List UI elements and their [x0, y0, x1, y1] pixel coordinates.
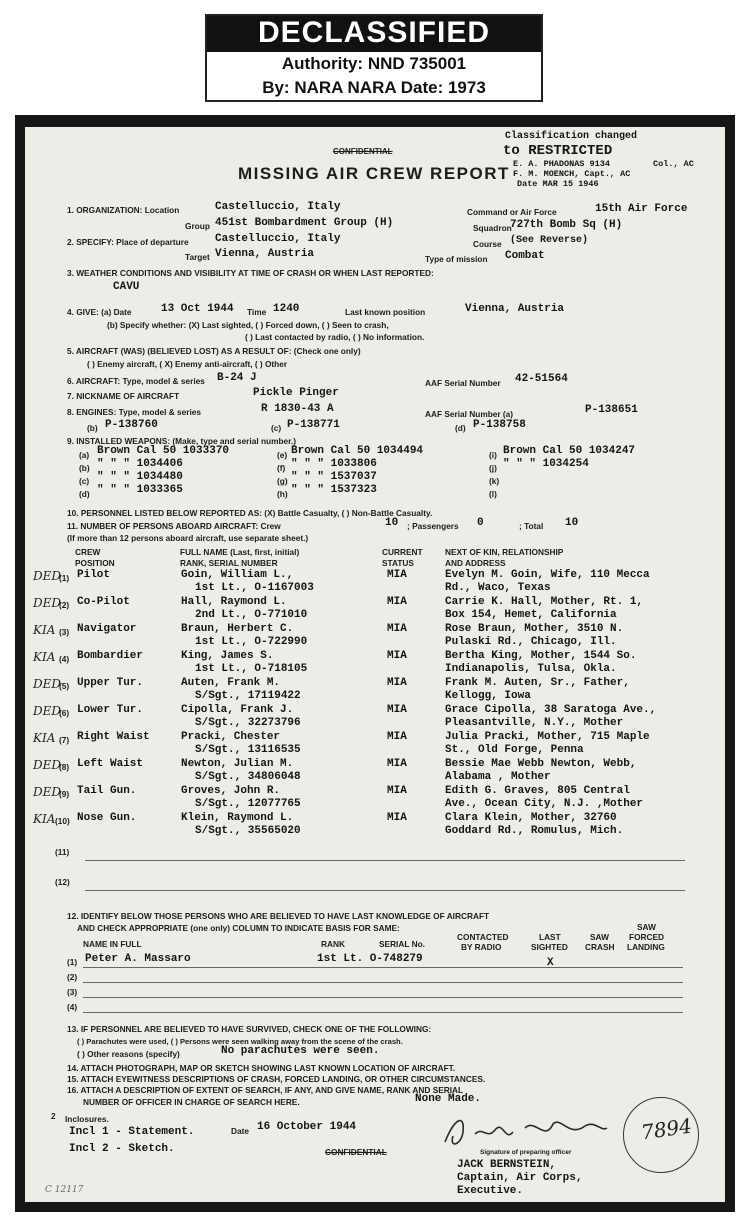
crew-num: (10): [55, 816, 70, 826]
witness-rank: 1st Lt. O-748279: [317, 953, 423, 965]
h-saw2: SAW: [637, 922, 656, 932]
crew-status: MIA: [387, 758, 407, 770]
position-label: Last known position: [345, 307, 426, 317]
weapon-label: (d): [79, 489, 90, 499]
weather-value: CAVU: [113, 281, 140, 293]
h-rank: RANK: [321, 939, 345, 949]
witness-name: Peter A. Massaro: [85, 953, 191, 965]
crew-kin: Carrie K. Hall, Mother, Rt. 1,: [445, 596, 644, 608]
separate-sheet-note: (If more than 12 persons aboard aircraft, use separate sheet.): [67, 533, 309, 543]
engine-b: P-138760: [105, 419, 158, 431]
crew-position: Bombardier: [77, 650, 144, 662]
aircraft-lost-options: ( ) Enemy aircraft, ( X) Enemy anti-aircraft, ( ) Other: [87, 359, 288, 369]
crew-status: MIA: [387, 704, 407, 716]
aircraft-serial: 42-51564: [515, 373, 568, 385]
crew-name: Cipolla, Frank J.: [181, 704, 294, 716]
org-label: 1. ORGANIZATION: Location: [67, 205, 180, 215]
engine-c-label: (c): [271, 423, 282, 433]
h-name: NAME IN FULL: [83, 939, 142, 949]
report-form: [25, 127, 725, 1202]
weapon-entry: " " " 1034254: [503, 458, 589, 470]
report-title: MISSING AIR CREW REPORT: [238, 164, 510, 183]
engine-a: P-138651: [585, 404, 638, 416]
crew-status-mark: KIA: [33, 731, 56, 745]
engines-serial-label: AAF Serial Number (a): [425, 409, 514, 419]
aircraft-type-label: 6. AIRCRAFT: Type, model & series: [67, 376, 205, 386]
weapon-entry: " " " 1034406: [97, 458, 183, 470]
crew-rank: S/Sgt., 17119422: [195, 690, 301, 702]
attach-16a: 16. ATTACH A DESCRIPTION OF EXTENT OF SEARCH, IF ANY, AND GIVE NAME, RANK AND SERIAL: [67, 1085, 464, 1095]
org-location: Castelluccio, Italy: [215, 201, 341, 213]
crew-position: Right Waist: [77, 731, 150, 743]
crew-position: Navigator: [77, 623, 137, 635]
crew-num: (4): [59, 654, 70, 664]
weapon-entry: Brown Cal 50 1034247: [503, 445, 636, 457]
h-sighted: SIGHTED: [531, 942, 568, 952]
crew-status-mark: DED: [33, 569, 62, 583]
crew-address: Rd., Waco, Texas: [445, 582, 551, 594]
crew-header-kin: NEXT OF KIN, RELATIONSHIP: [445, 547, 564, 557]
inclosures-count: 2: [51, 1111, 56, 1121]
crew-status-mark: DED: [33, 758, 62, 772]
mission-value: Combat: [505, 250, 545, 262]
survived-line2: ( ) Parachutes were used, ( ) Persons were seen walking away from the scene of the crash.: [77, 1037, 403, 1046]
crew-header-status: STATUS: [382, 558, 414, 568]
crew-rank: 1st Lt., O-722990: [195, 636, 308, 648]
attach-15: 15. ATTACH EYEWITNESS DESCRIPTIONS OF CRASH, FORCED LANDING, OR OTHER CIRCUMSTANCES.: [67, 1074, 486, 1084]
aircraft-type: B-24 J: [217, 372, 257, 384]
weapon-entry: " " " 1537037: [291, 471, 377, 483]
persons-aboard-label: 11. NUMBER OF PERSONS ABOARD AIRCRAFT: Crew: [67, 521, 281, 531]
survived-other: No parachutes were seen.: [221, 1045, 380, 1057]
weapons-label: 9. INSTALLED WEAPONS: (Make, type and serial number.): [67, 436, 296, 446]
weapon-entry: Brown Cal 50 1034494: [291, 445, 424, 457]
crew-kin: Evelyn M. Goin, Wife, 110 Mecca: [445, 569, 650, 581]
crew-rank: S/Sgt., 12077765: [195, 798, 301, 810]
passengers-label: ; Passengers: [407, 521, 459, 531]
signature: [435, 1112, 615, 1152]
weapon-entry: " " " 1033365: [97, 484, 183, 496]
h-landing: LANDING: [627, 942, 665, 952]
group-value: 451st Bombardment Group (H): [215, 217, 394, 229]
squadron-value: 727th Bomb Sq (H): [510, 219, 623, 231]
crew-name: Newton, Julian M.: [181, 758, 294, 770]
empty-row-line: [85, 860, 685, 861]
engine-d-label: (d): [455, 423, 466, 433]
command-label: Command or Air Force: [467, 207, 557, 217]
give-label: 4. GIVE: (a) Date: [67, 307, 132, 317]
reclassification-stamp: [495, 131, 715, 189]
crew-name: Hall, Raymond L.: [181, 596, 287, 608]
crew-header-address: AND ADDRESS: [445, 558, 506, 568]
mission-label: Type of mission: [425, 254, 488, 264]
weapon-label: (c): [79, 476, 90, 486]
macr-number: 7894: [639, 1113, 694, 1145]
h-saw: SAW: [590, 932, 609, 942]
weapon-entry: " " " 1537323: [291, 484, 377, 496]
crew-num: (1): [59, 573, 70, 583]
confidential-struck: CONFIDENTIAL: [333, 147, 393, 156]
weapon-label: (k): [489, 476, 500, 486]
h-serial: SERIAL No.: [379, 939, 425, 949]
crew-header-position: POSITION: [75, 558, 115, 568]
crew-name: Goin, William L.,: [181, 569, 294, 581]
crew-rank: 1st Lt., O-718105: [195, 663, 308, 675]
crew-num: (2): [59, 600, 70, 610]
attach-14: 14. ATTACH PHOTOGRAPH, MAP OR SKETCH SHOWING LAST KNOWN LOCATION OF AIRCRAFT.: [67, 1063, 456, 1073]
inclosures-label: Inclosures.: [65, 1114, 109, 1124]
crew-address: Ave., Ocean City, N.J. ,Mother: [445, 798, 644, 810]
crew-status-mark: DED: [33, 704, 62, 718]
weapon-label: (h): [277, 489, 288, 499]
crew-status-mark: KIA: [33, 812, 56, 826]
crew-address: St., Old Forge, Penna: [445, 744, 584, 756]
crew-kin: Bertha King, Mother, 1544 So.: [445, 650, 637, 662]
footer-date: 16 October 1944: [257, 1121, 357, 1133]
survived-line1: 13. IF PERSONNEL ARE BELIEVED TO HAVE SURVIVED, CHECK ONE OF THE FOLLOWING:: [67, 1024, 432, 1034]
witness-num: (1): [67, 957, 78, 967]
weapon-label: (e): [277, 450, 288, 460]
crew-status: MIA: [387, 569, 407, 581]
attach-16b: NUMBER OF OFFICER IN CHARGE OF SEARCH HERE.: [83, 1097, 300, 1107]
survived-line3: ( ) Other reasons (specify): [77, 1049, 180, 1059]
departure-value: Castelluccio, Italy: [215, 233, 341, 245]
crew-position: Upper Tur.: [77, 677, 144, 689]
changed-by-2: F. M. MOENCH, Capt., AC: [513, 169, 631, 179]
h-forced: FORCED: [629, 932, 665, 942]
crew-num: (9): [59, 789, 70, 799]
crew-num: (8): [59, 762, 70, 772]
witness-line: [83, 1012, 683, 1013]
weapon-label: (f): [277, 463, 286, 473]
engine-b-label: (b): [87, 423, 98, 433]
crew-kin: Edith G. Graves, 805 Central: [445, 785, 630, 797]
crew-rank: 2nd Lt., O-771010: [195, 609, 308, 621]
signer-title: Executive.: [457, 1185, 524, 1197]
crew-name: Pracki, Chester: [181, 731, 281, 743]
crew-address: Box 154, Hemet, California: [445, 609, 617, 621]
crew-status: MIA: [387, 731, 407, 743]
crew-rank: S/Sgt., 13116535: [195, 744, 301, 756]
crew-name: King, James S.: [181, 650, 274, 662]
crew-name: Braun, Herbert C.: [181, 623, 294, 635]
crew-header-crew: CREW: [75, 547, 101, 557]
corner-mark: C 12117: [45, 1185, 84, 1195]
crew-address: Kellogg, Iowa: [445, 690, 531, 702]
course-value: (See Reverse): [510, 235, 589, 246]
document-frame: [15, 115, 735, 1212]
sig-label: Signature of preparing officer: [480, 1149, 572, 1156]
signer-name: JACK BERNSTEIN,: [457, 1159, 557, 1171]
crew-num-empty: (12): [55, 877, 70, 887]
crew-address: Pleasantville, N.Y., Mother: [445, 717, 624, 729]
passengers-count: 0: [477, 517, 484, 529]
nickname-value: Pickle Pinger: [253, 387, 339, 399]
crew-num: (6): [59, 708, 70, 718]
crew-num: (5): [59, 681, 70, 691]
crew-status: MIA: [387, 812, 407, 824]
crew-address: Indianapolis, Tulsa, Okla.: [445, 663, 617, 675]
changed-by-ag: Col., AC: [653, 159, 694, 169]
crew-kin: Clara Klein, Mother, 32760: [445, 812, 617, 824]
crew-name: Auten, Frank M.: [181, 677, 281, 689]
give-time: 1240: [273, 303, 300, 315]
crew-rank: S/Sgt., 35565020: [195, 825, 301, 837]
crew-position: Nose Gun.: [77, 812, 137, 824]
h-crash: CRASH: [585, 942, 615, 952]
weapon-entry: " " " 1034480: [97, 471, 183, 483]
crew-status-mark: DED: [33, 677, 62, 691]
crew-address: Pulaski Rd., Chicago, Ill.: [445, 636, 617, 648]
crew-position: Left Waist: [77, 758, 144, 770]
engines-type: R 1830-43 A: [261, 403, 334, 415]
witness-line: [83, 997, 683, 998]
crew-rank: S/Sgt., 34806048: [195, 771, 301, 783]
crew-position: Lower Tur.: [77, 704, 144, 716]
crew-rank: S/Sgt., 32273796: [195, 717, 301, 729]
specify-whether: (b) Specify whether: (X) Last sighted, ( ) Forced down, ( ) Seen to crash,: [107, 320, 389, 330]
weapon-label: (g): [277, 476, 288, 486]
nara-line: By: NARA NARA Date: 1973: [262, 78, 486, 97]
crew-status: MIA: [387, 650, 407, 662]
witness-line: [83, 967, 683, 968]
signer-rank: Captain, Air Corps,: [457, 1172, 583, 1184]
give-date: 13 Oct 1944: [161, 303, 234, 315]
crew-kin: Rose Braun, Mother, 3510 N.: [445, 623, 624, 635]
aircraft-lost-label: 5. AIRCRAFT (WAS) (BELIEVED LOST) AS A RESULT OF: (Check one only): [67, 346, 361, 356]
declassified-title: DECLASSIFIED: [207, 16, 541, 52]
inclosure-2: Incl 2 - Sketch.: [69, 1143, 175, 1155]
course-label: Course: [473, 239, 502, 249]
last-contacted: ( ) Last contacted by radio, ( ) No information.: [245, 332, 425, 342]
inclosure-1: Incl 1 - Statement.: [69, 1126, 195, 1138]
time-label: Time: [247, 307, 267, 317]
search-value: None Made.: [415, 1093, 482, 1105]
specify-label: 2. SPECIFY: Place of departure: [67, 237, 189, 247]
total-count: 10: [565, 517, 579, 529]
h-last: LAST: [539, 932, 561, 942]
witness-num: (4): [67, 1002, 78, 1012]
crew-kin: Grace Cipolla, 38 Saratoga Ave.,: [445, 704, 657, 716]
crew-address: Goddard Rd., Romulus, Mich.: [445, 825, 624, 837]
command-value: 15th Air Force: [595, 203, 688, 215]
squadron-label: Squadron: [473, 223, 512, 233]
engine-d: P-138758: [473, 419, 526, 431]
changed-by-1: E. A. PHADONAS 9134: [513, 159, 610, 169]
engines-label: 8. ENGINES: Type, model & series: [67, 407, 202, 417]
weapon-label: (j): [489, 463, 497, 473]
crew-header-current: CURRENT: [382, 547, 423, 557]
aircraft-serial-label: AAF Serial Number: [425, 378, 501, 388]
crew-address: Alabama , Mother: [445, 771, 551, 783]
crew-kin: Bessie Mae Webb Newton, Webb,: [445, 758, 637, 770]
class-changed: Classification changed: [505, 131, 638, 142]
crew-num: (3): [59, 627, 70, 637]
crew-status: MIA: [387, 623, 407, 635]
crew-status-mark: DED: [33, 596, 62, 610]
weapon-label: (b): [79, 463, 90, 473]
weapon-entry: Brown Cal 50 1033370: [97, 445, 230, 457]
h-byradio: BY RADIO: [461, 942, 502, 952]
crew-header-name: FULL NAME (Last, first, initial): [180, 547, 300, 557]
crew-status: MIA: [387, 596, 407, 608]
witness-num: (3): [67, 987, 78, 997]
crew-name: Klein, Raymond L.: [181, 812, 294, 824]
authority-line: Authority: NND 735001: [281, 54, 467, 73]
group-label: Group: [185, 221, 210, 231]
crew-count: 10: [385, 517, 399, 529]
personnel-label: 10. PERSONNEL LISTED BELOW REPORTED AS: (X) Battle Casualty, ( ) Non-Battle Casualty.: [67, 508, 433, 518]
crew-name: Groves, John R.: [181, 785, 281, 797]
crew-kin: Julia Pracki, Mother, 715 Maple: [445, 731, 650, 743]
crew-header-rank: RANK, SERIAL NUMBER: [180, 558, 278, 568]
restricted-label: to RESTRICTED: [503, 143, 613, 159]
footer-confidential: CONFIDENTIAL: [325, 1147, 387, 1157]
crew-status-mark: KIA: [33, 623, 56, 637]
footer-date-label: Date: [231, 1126, 249, 1136]
weapon-label: (a): [79, 450, 90, 460]
nickname-label: 7. NICKNAME OF AIRCRAFT: [67, 391, 180, 401]
witness-num: (2): [67, 972, 78, 982]
identify-line2: AND CHECK APPROPRIATE (one only) COLUMN TO INDICATE BASIS FOR SAME:: [77, 923, 400, 933]
crew-num: (7): [59, 735, 70, 745]
changed-date: Date MAR 15 1946: [517, 179, 599, 189]
weapon-entry: " " " 1033806: [291, 458, 377, 470]
witness-sighted-mark: X: [547, 957, 554, 969]
give-position: Vienna, Austria: [465, 303, 565, 315]
crew-position: Pilot: [77, 569, 111, 581]
weapon-label: (l): [489, 489, 497, 499]
empty-row-line: [85, 890, 685, 891]
h-contacted: CONTACTED: [457, 932, 509, 942]
crew-status-mark: DED: [33, 785, 62, 799]
crew-status-mark: KIA: [33, 650, 56, 664]
crew-status: MIA: [387, 677, 407, 689]
identify-line1: 12. IDENTIFY BELOW THOSE PERSONS WHO ARE BELIEVED TO HAVE LAST KNOWLEDGE OF AIRCRAFT: [67, 911, 490, 921]
crew-num-empty: (11): [55, 847, 70, 857]
witness-line: [83, 982, 683, 983]
crew-position: Tail Gun.: [77, 785, 137, 797]
target-label: Target: [185, 252, 210, 262]
weapon-label: (i): [489, 450, 497, 460]
target-value: Vienna, Austria: [215, 248, 315, 260]
crew-position: Co-Pilot: [77, 596, 130, 608]
crew-kin: Frank M. Auten, Sr., Father,: [445, 677, 630, 689]
declassified-stamp: [205, 14, 543, 102]
crew-status: MIA: [387, 785, 407, 797]
crew-rank: 1st Lt., O-1167003: [195, 582, 314, 594]
total-label: ; Total: [519, 521, 544, 531]
engine-c: P-138771: [287, 419, 340, 431]
weather-label: 3. WEATHER CONDITIONS AND VISIBILITY AT TIME OF CRASH OR WHEN LAST REPORTED:: [67, 268, 434, 278]
